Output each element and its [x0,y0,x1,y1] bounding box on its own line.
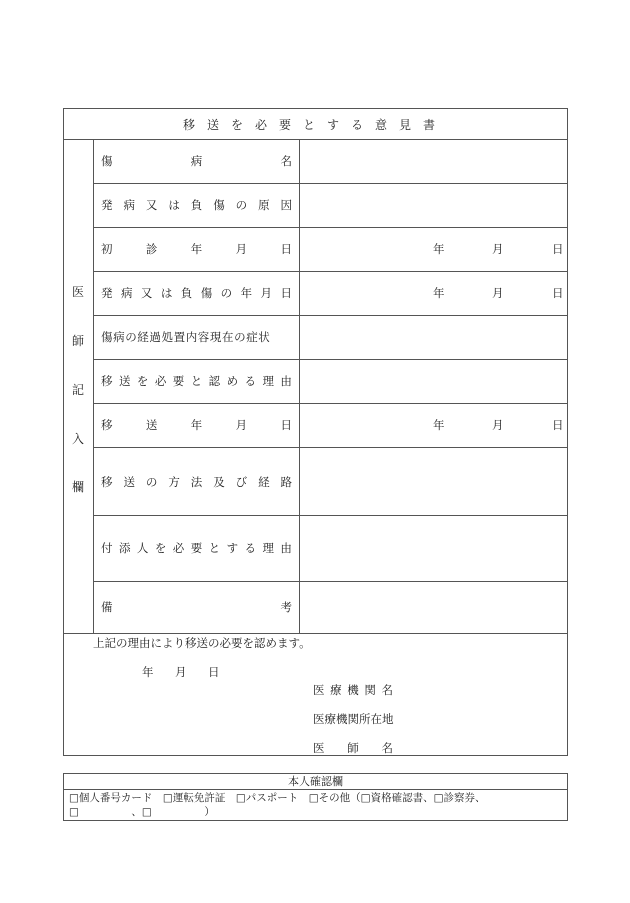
date-year: 年 [433,286,445,300]
side-label-char: 師 [71,334,84,348]
row-divider [93,581,568,582]
row-divider [93,271,568,272]
doctor-name-label: 医 師 名 [313,741,393,755]
row-divider [93,359,568,360]
row-label-attendant-reason: 付 添 人 を 必 要 と す る 理 由 [101,541,292,555]
date-month: 月 [492,418,504,432]
label-char: 名 [280,154,292,168]
identity-options-line2: □ 、□ ） [69,806,215,818]
sign-date-month: 月 [175,665,187,679]
label-char: 病 [190,154,203,168]
label-value-divider [299,139,300,633]
sign-date-day: 日 [208,665,220,679]
statement-text: 上記の理由により移送の必要を認めます。 [93,636,311,650]
title-divider [63,139,568,140]
date-day: 日 [552,418,564,432]
side-label-char: 欄 [71,480,84,494]
row-label-remarks: 備 考 [101,600,292,614]
row-label-transfer-reason: 移 送 を 必 要 と 認 め る 理 由 [101,374,292,388]
date-day: 日 [552,242,564,256]
side-label-divider [93,139,94,633]
row-label-first-visit-date: 初 診 年 月 日 [101,242,292,256]
row-divider [93,515,568,516]
date-year: 年 [433,418,445,432]
institution-name-label: 医 療 機 関 名 [313,683,393,697]
identity-title: 本人確認欄 [288,775,343,788]
row-label-transfer-method: 移 送 の 方 法 及 び 経 路 [101,475,292,489]
row-label-onset-date: 発 病 又 は 負 傷 の 年 月 日 [101,286,292,300]
side-label-char: 記 [71,383,84,397]
row-divider [93,403,568,404]
date-month: 月 [492,286,504,300]
row-label-transfer-date: 移 送 年 月 日 [101,418,292,432]
row-divider [93,183,568,184]
row-label-cause: 発 病 又 は 負 傷 の 原 因 [101,198,292,212]
identity-title-divider [63,789,568,790]
row-divider [93,447,568,448]
side-label-char: 入 [71,432,84,446]
date-year: 年 [433,242,445,256]
date-day: 日 [552,286,564,300]
row-label-course: 傷病の経過処置内容現在の症状 [101,330,271,344]
statement-divider [63,633,568,634]
row-label-diagnosis [101,154,292,168]
row-divider [93,315,568,316]
institution-address-label: 医療機関所在地 [313,712,394,726]
side-label-char: 医 [71,285,84,299]
identity-options-line1: □個人番号カード □運転免許証 □パスポート □その他（□資格確認書、□診察券、 [69,792,486,804]
date-month: 月 [492,242,504,256]
row-divider [93,227,568,228]
label-char: 傷 [101,154,113,168]
form-title: 移送を必要とする意見書 [182,118,447,132]
sign-date-year: 年 [142,665,154,679]
